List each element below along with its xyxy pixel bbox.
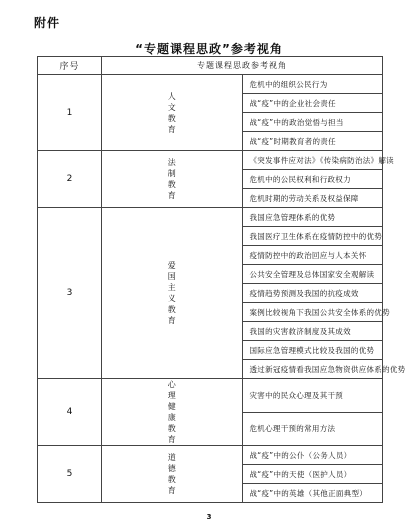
row-seq: 5 <box>38 446 102 503</box>
table-row <box>38 75 383 94</box>
page-number: 3 <box>206 513 212 521</box>
perspective-item: 战“疫”中的天使（医护人员） <box>242 465 383 484</box>
perspective-item: 战“疫”时期教育者的责任 <box>242 132 383 151</box>
perspective-item: 战“疫”中的公仆（公务人员） <box>242 446 383 465</box>
perspective-item: 公共安全管理及总体国家安全观解读 <box>242 265 383 284</box>
row-category <box>102 379 243 446</box>
category-label: 法制教育 <box>167 158 176 200</box>
perspective-item: 危机中的组织公民行为 <box>242 75 383 94</box>
row-seq: 1 <box>38 75 102 151</box>
perspective-item: 我国的灾害救济制度及其成效 <box>242 322 383 341</box>
category-label: 道德教育 <box>167 453 176 495</box>
row-category <box>102 208 243 379</box>
table-row <box>38 379 383 413</box>
perspective-item: 国际应急管理模式比较及我国的优势 <box>242 341 383 360</box>
row-seq: 4 <box>38 379 102 446</box>
category-label: 心理健康教育 <box>167 380 176 444</box>
perspective-item: 危机心理干预的常用方法 <box>242 412 383 446</box>
table-row <box>38 151 383 170</box>
perspective-table <box>37 56 406 503</box>
row-seq: 3 <box>38 208 102 379</box>
row-seq: 2 <box>38 151 102 208</box>
perspective-item: 疫情防控中的政治回应与人本关怀 <box>242 246 383 265</box>
row-category <box>102 446 243 503</box>
perspective-item: 我国应急管理体系的优势 <box>242 208 383 227</box>
document-title: “专题课程思政”参考视角 <box>135 42 283 56</box>
perspective-item: 我国医疗卫生体系在疫情防控中的优势 <box>242 227 383 246</box>
perspective-item: 危机时期的劳动关系及权益保障 <box>242 189 383 208</box>
perspective-item: 透过新冠疫情看我国应急物资供应体系的优势 <box>242 360 383 379</box>
perspective-item: 危机中的公民权利和行政权力 <box>242 170 383 189</box>
table-row <box>38 446 383 465</box>
perspective-item: 战“疫”中的英雄（其他正面典型） <box>242 484 383 503</box>
category-label: 爱国主义教育 <box>167 261 176 325</box>
attachment-label: 附件 <box>34 16 61 30</box>
row-category <box>102 151 243 208</box>
perspective-item: 《突发事件应对法》《传染病防治法》解读 <box>242 151 383 170</box>
header-perspective: 专题课程思政参考视角 <box>102 57 383 75</box>
perspective-item: 案例比较视角下我国公共安全体系的优势 <box>242 303 383 322</box>
table-body <box>38 75 406 503</box>
perspective-item: 疫情趋势预测及我国的抗疫成效 <box>242 284 383 303</box>
perspective-item: 战“疫”中的政治觉悟与担当 <box>242 113 383 132</box>
row-category <box>102 75 243 151</box>
category-label: 人文教育 <box>167 91 176 134</box>
header-seq: 序号 <box>38 57 102 75</box>
perspective-item: 战“疫”中的企业社会责任 <box>242 94 383 113</box>
table-row <box>38 208 383 227</box>
perspective-item: 灾害中的民众心理及其干预 <box>242 379 383 413</box>
table-header-row <box>38 57 383 75</box>
